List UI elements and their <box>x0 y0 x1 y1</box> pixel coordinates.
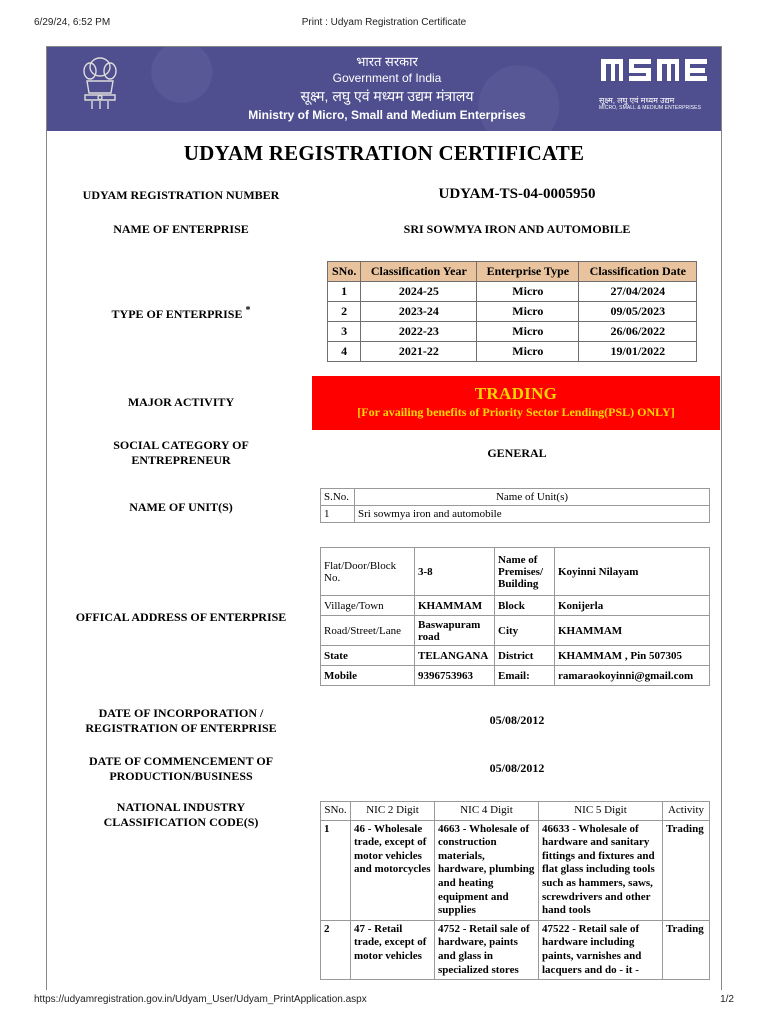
commencement-date: 05/08/2012 <box>489 761 545 775</box>
address-village-value: KHAMMAM <box>415 596 495 616</box>
table-row <box>321 646 710 666</box>
classification-header-date: Classification Date <box>579 262 697 282</box>
table-row <box>321 666 710 686</box>
address-state-value: TELANGANA <box>415 646 495 666</box>
print-page-number: 1/2 <box>720 994 734 1005</box>
enterprise-type-asterisk: * <box>245 305 251 316</box>
address-mobile-value: 9396753963 <box>415 666 495 686</box>
enterprise-type-label <box>57 303 305 322</box>
classification-header-type: Enterprise Type <box>477 262 579 282</box>
classification-cell: Micro <box>477 302 579 322</box>
address-district-value: KHAMMAM , Pin 507305 <box>555 646 710 666</box>
address-state-label: State <box>321 646 415 666</box>
nic-cell: 4752 - Retail sale of hardware, paints and glass in specialized stores <box>435 920 539 979</box>
table-row <box>321 506 710 523</box>
classification-cell: 09/05/2023 <box>579 302 697 322</box>
print-page-title: Print : Udyam Registration Certificate <box>301 17 467 28</box>
nic-header-2digit: NIC 2 Digit <box>351 802 435 821</box>
nic-cell: 4663 - Wholesale of construction materials, hardware, plumbing and heating equipment and supplies <box>435 820 539 920</box>
classification-cell: 2021-22 <box>361 342 477 362</box>
units-cell: Sri sowmya iron and automobile <box>355 506 710 523</box>
nic-header-4digit: NIC 4 Digit <box>435 802 539 821</box>
print-footer <box>0 990 768 1024</box>
social-category-label: SOCIAL CATEGORY OF ENTREPRENEUR <box>113 438 249 467</box>
address-village-label: Village/Town <box>321 596 415 616</box>
nic-header-sno: SNo. <box>321 802 351 821</box>
nic-header-activity: Activity <box>663 802 710 821</box>
enterprise-name-value: SRI SOWMYA IRON AND AUTOMOBILE <box>403 222 631 236</box>
table-row <box>328 282 697 302</box>
table-row <box>328 322 697 342</box>
classification-cell: Micro <box>477 322 579 342</box>
nic-cell: 1 <box>321 820 351 920</box>
units-label: NAME OF UNIT(S) <box>129 500 233 514</box>
classification-cell: 3 <box>328 322 361 342</box>
table-row <box>328 342 697 362</box>
address-email-label: Email: <box>495 666 555 686</box>
major-activity-note: [For availing benefits of Priority Sector Lending(PSL) ONLY] <box>357 405 675 419</box>
address-label: OFFICAL ADDRESS OF ENTERPRISE <box>75 610 287 624</box>
nic-cell: Trading <box>663 920 710 979</box>
address-road-label: Road/Street/Lane <box>321 616 415 646</box>
classification-cell: Micro <box>477 282 579 302</box>
address-flat-label: Flat/Door/Block No. <box>321 548 415 596</box>
units-header-sno: S.No. <box>321 489 355 506</box>
major-activity-label: MAJOR ACTIVITY <box>127 395 235 409</box>
banner-hindi-government: भारत सरकार <box>356 54 418 69</box>
table-row <box>328 302 697 322</box>
classification-table <box>327 261 697 362</box>
table-row <box>321 548 710 596</box>
major-activity-box <box>312 376 720 430</box>
table-row <box>321 820 710 920</box>
government-banner <box>47 47 721 131</box>
msme-logo-hindi: सूक्ष्म, लघु एवं मध्यम उद्यम <box>599 96 675 105</box>
classification-cell: 2024-25 <box>361 282 477 302</box>
nic-cell: 46 - Wholesale trade, except of motor vehicles and motorcycles <box>351 820 435 920</box>
social-category-value: GENERAL <box>487 446 547 460</box>
nic-table <box>320 801 710 980</box>
reg-number-label: UDYAM REGISTRATION NUMBER <box>82 188 280 202</box>
print-url: https://udyamregistration.gov.in/Udyam_User/Udyam_PrintApplication.aspx <box>34 994 367 1005</box>
units-header-name: Name of Unit(s) <box>355 489 710 506</box>
classification-header-row <box>328 262 697 282</box>
print-header <box>0 0 768 46</box>
incorporation-date: 05/08/2012 <box>489 713 545 727</box>
nic-cell: Trading <box>663 820 710 920</box>
classification-cell: 2 <box>328 302 361 322</box>
print-timestamp: 6/29/24, 6:52 PM <box>34 17 111 28</box>
address-district-label: District <box>495 646 555 666</box>
classification-cell: 4 <box>328 342 361 362</box>
classification-cell: 27/04/2024 <box>579 282 697 302</box>
address-city-label: City <box>495 616 555 646</box>
nic-label: NATIONAL INDUSTRY CLASSIFICATION CODE(S) <box>103 800 259 829</box>
address-city-value: KHAMMAM <box>555 616 710 646</box>
commencement-label: DATE OF COMMENCEMENT OF PRODUCTION/BUSINESS <box>88 754 274 783</box>
units-header-row <box>321 489 710 506</box>
reg-number-value: UDYAM-TS-04-0005950 <box>438 186 596 202</box>
classification-cell: 19/01/2022 <box>579 342 697 362</box>
address-mobile-label: Mobile <box>321 666 415 686</box>
classification-cell: 2023-24 <box>361 302 477 322</box>
units-cell: 1 <box>321 506 355 523</box>
banner-ministry: Ministry of Micro, Small and Medium Enterprises <box>248 108 526 122</box>
nic-cell: 47522 - Retail sale of hardware including paints, varnishes and lacquers and do - it - <box>539 920 663 979</box>
classification-cell: 2022-23 <box>361 322 477 342</box>
table-row <box>321 616 710 646</box>
incorporation-label: DATE OF INCORPORATION / REGISTRATION OF ENTERPRISE <box>85 706 277 735</box>
enterprise-type-text: TYPE OF ENTERPRISE <box>111 307 243 321</box>
nic-cell: 47 - Retail trade, except of motor vehicles <box>351 920 435 979</box>
classification-cell: 26/06/2022 <box>579 322 697 342</box>
classification-header-sno: SNo. <box>328 262 361 282</box>
classification-header-year: Classification Year <box>361 262 477 282</box>
units-table <box>320 488 710 523</box>
address-table <box>320 547 710 686</box>
certificate-page <box>46 46 722 990</box>
table-row <box>321 596 710 616</box>
major-activity-value: TRADING <box>474 384 558 403</box>
msme-logo-english: MICRO, SMALL & MEDIUM ENTERPRISES <box>599 105 702 111</box>
banner-government: Government of India <box>332 71 442 85</box>
address-premises-label: Name of Premises/ Building <box>495 548 555 596</box>
address-block-value: Konijerla <box>555 596 710 616</box>
nic-header-5digit: NIC 5 Digit <box>539 802 663 821</box>
table-row <box>321 920 710 979</box>
address-block-label: Block <box>495 596 555 616</box>
classification-cell: 1 <box>328 282 361 302</box>
banner-hindi-ministry: सूक्ष्म, लघु एवं मध्यम उद्यम मंत्रालय <box>300 88 474 104</box>
banner-text <box>217 53 557 124</box>
classification-cell: Micro <box>477 342 579 362</box>
address-email-value: ramaraokoyinni@gmail.com <box>555 666 710 686</box>
nic-cell: 2 <box>321 920 351 979</box>
address-road-value: Baswapuram road <box>415 616 495 646</box>
address-flat-value: 3-8 <box>415 548 495 596</box>
national-emblem-icon <box>77 53 123 123</box>
nic-header-row <box>321 802 710 821</box>
address-premises-value: Koyinni Nilayam <box>555 548 710 596</box>
certificate-title: UDYAM REGISTRATION CERTIFICATE <box>183 141 585 165</box>
enterprise-name-label: NAME OF ENTERPRISE <box>113 222 249 236</box>
nic-cell: 46633 - Wholesale of hardware and sanitary fittings and fixtures and flat glass including tools such as hammers, saws, screwdrivers and other hand tools <box>539 820 663 920</box>
